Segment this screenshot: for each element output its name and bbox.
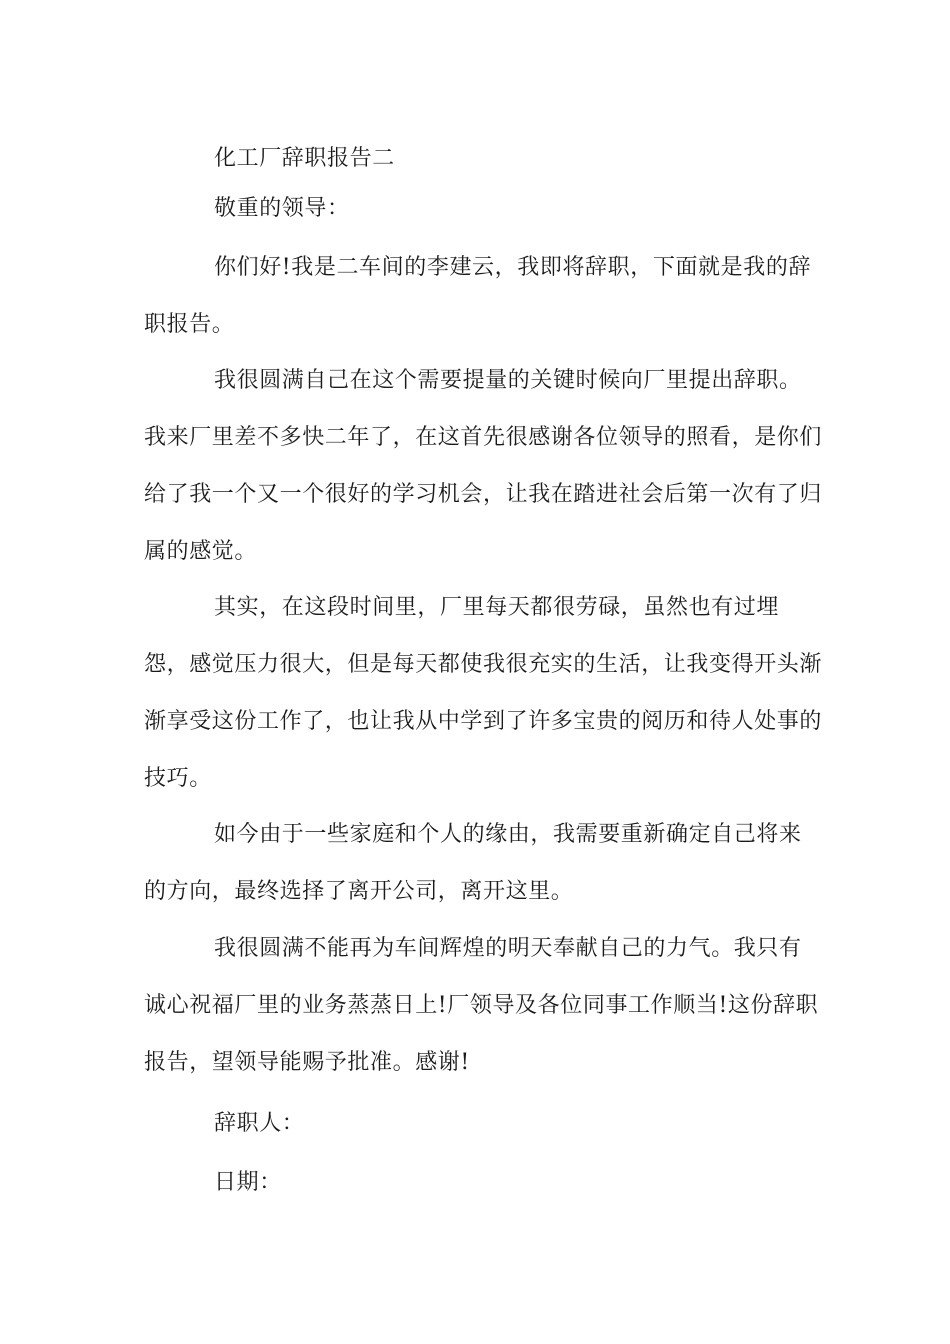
paragraph-reason: 如今由于一些家庭和个人的缘由，我需要重新确定自己将来的方向，最终选择了离开公司，离开这里。 bbox=[144, 822, 802, 904]
paragraph-thanks: 我很圆满自己在这个需要提量的关键时候向厂里提出辞职。我来厂里差不多快二年了，在这首先很感谢各位领导的照看，是你们给了我一个又一个很好的学习机会，让我在踏进社会后第一次有了归属的感觉。 bbox=[144, 368, 823, 564]
paragraph-greeting: 你们好!我是二车间的李建云，我即将辞职，下面就是我的辞职报告。 bbox=[144, 255, 812, 337]
signer-label: 辞职人： bbox=[214, 1111, 305, 1136]
paragraph-closing: 我很圆满不能再为车间辉煌的明天奉献自己的力气。我只有诚心祝福厂里的业务蒸蒸日上!厂领导及各位同事工作顺当!这份辞职报告，望领导能赐予批准。感谢! bbox=[144, 936, 819, 1075]
date-label: 日期： bbox=[214, 1170, 282, 1195]
salutation: 敬重的领导： bbox=[214, 196, 350, 221]
document-title: 化工厂辞职报告二 bbox=[214, 146, 395, 171]
paragraph-experience: 其实，在这段时间里，厂里每天都很劳碌，虽然也有过埋怨，感觉压力很大，但是每天都使我很充实的生活，让我变得开头渐渐享受这份工作了，也让我从中学到了许多宝贵的阅历和待人处事的技巧。 bbox=[144, 595, 823, 791]
